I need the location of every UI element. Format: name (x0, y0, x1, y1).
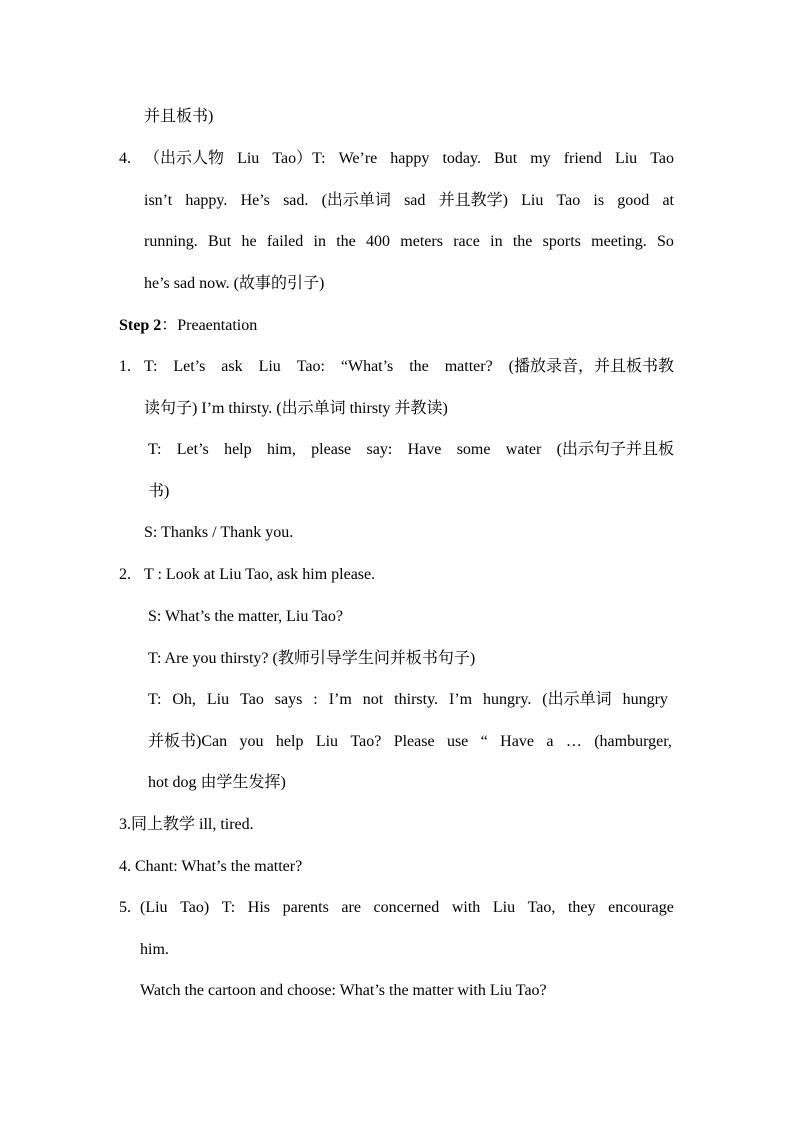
word: Tao) (180, 899, 210, 916)
text-line-20 (140, 898, 674, 918)
word: Tao）T: (272, 150, 326, 167)
text-line-11: S: Thanks / Thank you. (144, 524, 294, 541)
word: 400 (366, 233, 391, 250)
word: Liu (315, 733, 339, 750)
word: “ (480, 733, 488, 750)
text-line-2 (144, 149, 674, 169)
word: (播放录音，并且板书教 (508, 358, 674, 375)
word: But (208, 233, 232, 250)
word: my (530, 150, 551, 167)
word: hungry (622, 691, 668, 708)
word: I’m (328, 691, 352, 708)
word: race (453, 233, 480, 250)
word: meters (400, 233, 443, 250)
word: T: (144, 358, 158, 375)
text-line-4 (144, 232, 674, 252)
text-line-16 (148, 732, 672, 752)
word: the (409, 358, 429, 375)
word: （出示人物 (144, 150, 225, 167)
word: Tao (556, 192, 581, 209)
word: 并板书)Can (148, 733, 228, 750)
word: But (494, 150, 518, 167)
word: He’s (240, 192, 270, 209)
text-line-10: 书) (148, 483, 170, 500)
word: Let’s (173, 358, 206, 375)
word: Oh, (172, 691, 196, 708)
word: they (567, 899, 596, 916)
word: happy. (185, 192, 228, 209)
word: some (456, 441, 491, 458)
word: We’re (338, 150, 378, 167)
word: him, (266, 441, 296, 458)
text-line-21: him. (140, 941, 169, 958)
list-number-5: 5. (119, 899, 131, 916)
word: he (241, 233, 257, 250)
word: good (617, 192, 650, 209)
word: sad (404, 192, 426, 209)
text-line-7 (144, 357, 674, 377)
list-number-1: 1. (119, 358, 131, 375)
word: meeting. (591, 233, 647, 250)
text-line-3 (144, 191, 674, 211)
step-heading (119, 316, 257, 336)
word: Liu (258, 358, 281, 375)
word: Liu (521, 192, 544, 209)
word: hungry. (483, 691, 532, 708)
word: please (311, 441, 352, 458)
text-line-5: he’s sad now. (故事的引子) (144, 275, 325, 292)
text-line-9 (148, 440, 674, 460)
word: T: (221, 899, 236, 916)
text-line-17: hot dog 由学生发挥) (148, 774, 286, 791)
word: Tao, (527, 899, 556, 916)
word: thirsty. (394, 691, 439, 708)
word: Liu (492, 899, 516, 916)
word: T: (148, 691, 162, 708)
word: So (656, 233, 674, 250)
word: help (224, 441, 252, 458)
text-line-22: Watch the cartoon and choose: What’s the matter with Liu Tao? (140, 982, 547, 999)
text-line-13: S: What’s the matter, Liu Tao? (148, 608, 343, 625)
word: Have (500, 733, 534, 750)
word: (Liu (140, 899, 168, 916)
text-line-8: 读句子) I’m thirsty. (出示单词 thirsty 并教读) (144, 400, 448, 417)
word: water (505, 441, 542, 458)
text-line-19: 4. Chant: What’s the matter? (119, 858, 303, 875)
word: says (274, 691, 303, 708)
word: Liu (237, 150, 260, 167)
word: T: (148, 441, 162, 458)
list-number-2: 2. (119, 566, 131, 583)
word: “What’s (340, 358, 394, 375)
word: are (341, 899, 361, 916)
word: happy (390, 150, 430, 167)
word: running. (144, 233, 198, 250)
word: help (275, 733, 304, 750)
word: ask (221, 358, 243, 375)
word: in (490, 233, 503, 250)
list-number-4: 4. (119, 150, 131, 167)
word: is (593, 192, 605, 209)
word: : (313, 691, 318, 708)
word: sports (542, 233, 581, 250)
step-heading-title: ：Preaentation (161, 317, 258, 334)
word: (出示单词 (542, 691, 612, 708)
word: I’m (448, 691, 473, 708)
word: parents (282, 899, 329, 916)
word: (hamburger, (594, 733, 672, 750)
step-heading-label: Step 2 (119, 317, 162, 334)
text-line-12: T : Look at Liu Tao, ask him please. (144, 566, 376, 583)
word: not (362, 691, 384, 708)
text-line-1: 并且板书) (144, 108, 214, 125)
word: (出示句子并且板 (556, 441, 674, 458)
word: Tao (650, 150, 674, 167)
word: Please (393, 733, 435, 750)
word: (出示单词 (321, 192, 391, 209)
word: isn’t (144, 192, 173, 209)
word: sad. (283, 192, 309, 209)
word: with (451, 899, 481, 916)
word: Tao: (296, 358, 325, 375)
word: Have (407, 441, 442, 458)
word: Liu (206, 691, 230, 708)
word: 并且教学) (438, 192, 508, 209)
word: at (662, 192, 674, 209)
word: friend (563, 150, 602, 167)
text-line-14: T: Are you thirsty? (教师引导学生问并板书句子) (148, 650, 476, 667)
word: say: (366, 441, 393, 458)
word: concerned (373, 899, 440, 916)
word: Let’s (176, 441, 209, 458)
word: Tao? (350, 733, 382, 750)
word: use (446, 733, 469, 750)
word: Liu (614, 150, 638, 167)
word: the (336, 233, 356, 250)
text-line-15 (148, 690, 668, 710)
text-line-18: 3.同上教学 ill, tired. (119, 816, 254, 833)
word: failed (266, 233, 304, 250)
word: in (313, 233, 326, 250)
word: encourage (608, 899, 674, 916)
word: matter? (444, 358, 493, 375)
word: a (546, 733, 554, 750)
word: … (565, 733, 582, 750)
word: you (239, 733, 264, 750)
word: His (247, 899, 271, 916)
word: Tao (240, 691, 264, 708)
word: today. (442, 150, 481, 167)
word: the (512, 233, 533, 250)
